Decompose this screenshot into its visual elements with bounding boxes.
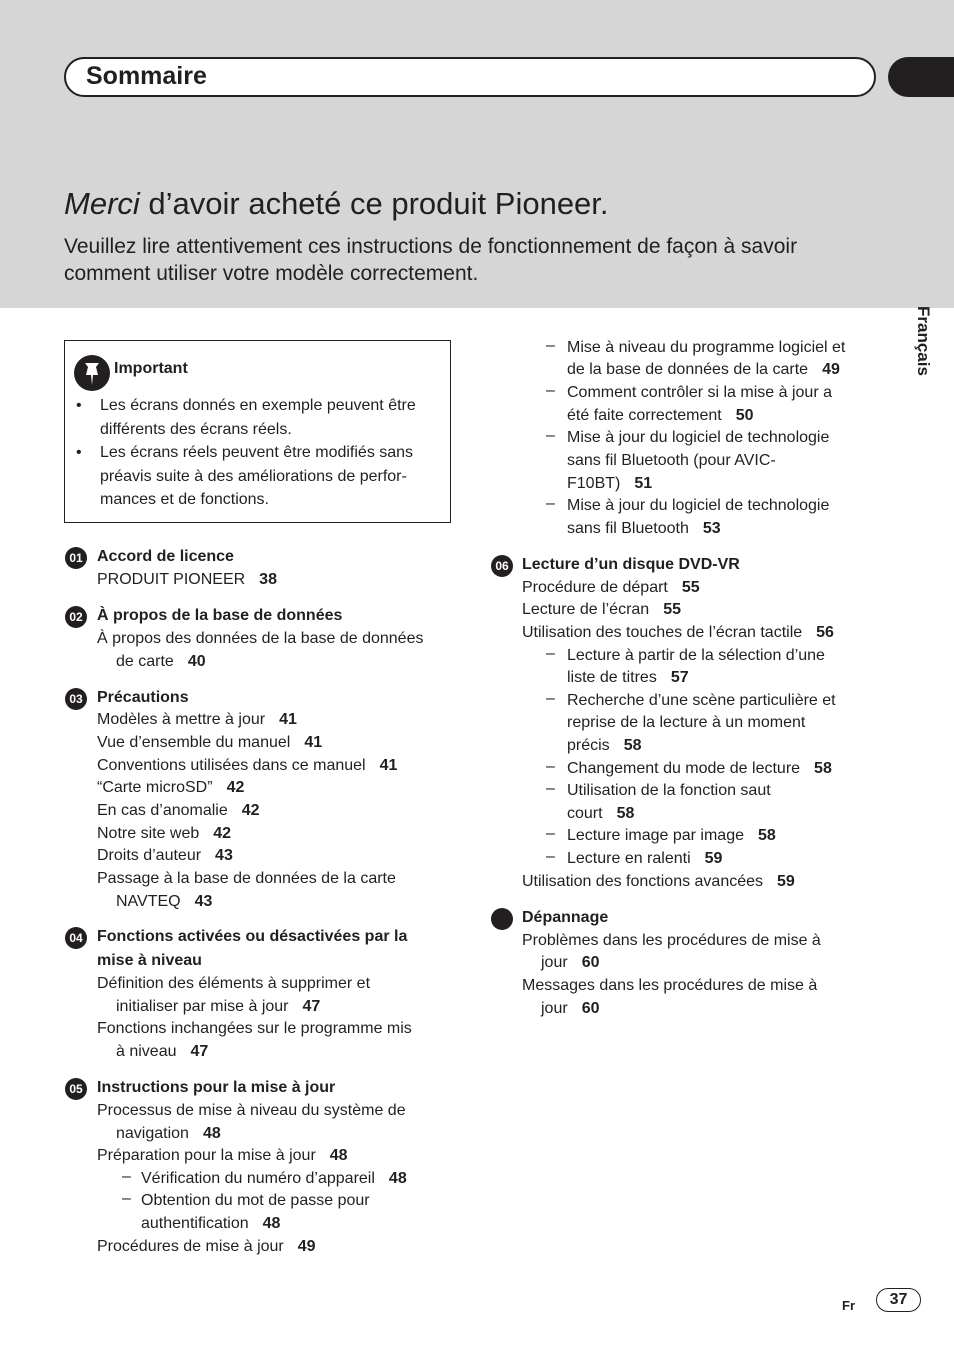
toc-entry[interactable]: “Carte microSD” 42	[97, 779, 245, 796]
section-number-badge: 04	[65, 927, 87, 949]
toc-entry[interactable]: Modèles à mettre à jour 41	[97, 711, 297, 728]
section-heading[interactable]: Accord de licence	[97, 548, 234, 565]
section-heading[interactable]: Fonctions activées ou désactivées par la	[97, 928, 408, 945]
toc-entry[interactable]: Définition des éléments à supprimer et	[97, 975, 371, 992]
section-title-pill	[64, 57, 876, 97]
toc-subentry[interactable]: Lecture image par image 58	[567, 827, 776, 844]
toc-subentry[interactable]: Lecture à partir de la sélection d’une	[567, 647, 825, 664]
dash-marker: –	[546, 848, 555, 865]
dash-marker: –	[546, 690, 555, 707]
section-number-badge: 01	[65, 547, 87, 569]
toc-subentry[interactable]: Mise à jour du logiciel de technologie	[567, 497, 830, 514]
toc-entry-cont[interactable]: navigation 48	[116, 1125, 221, 1142]
toc-subentry[interactable]: Changement du mode de lecture 58	[567, 760, 832, 777]
dash-marker: –	[546, 780, 555, 797]
section-heading[interactable]: À propos de la base de données	[97, 607, 343, 624]
section-title: Sommaire	[86, 62, 207, 90]
dash-marker: –	[122, 1168, 131, 1185]
page-heading: Merci d’avoir acheté ce produit Pioneer.	[64, 186, 609, 221]
toc-subentry-cont[interactable]: été faite correctement 50	[567, 407, 754, 424]
toc-entry[interactable]: Vue d’ensemble du manuel 41	[97, 734, 323, 751]
toc-entry[interactable]: Processus de mise à niveau du système de	[97, 1102, 406, 1119]
important-box	[64, 340, 451, 523]
toc-entry[interactable]: Problèmes dans les procédures de mise à	[522, 932, 821, 949]
section-number-badge: 02	[65, 606, 87, 628]
toc-subentry-cont[interactable]: court 58	[567, 805, 635, 822]
section-bullet-badge	[491, 908, 513, 930]
page-number: 37	[876, 1288, 921, 1312]
toc-subentry-cont[interactable]: de la base de données de la carte 49	[567, 361, 840, 378]
toc-entry[interactable]: En cas d’anomalie 42	[97, 802, 260, 819]
toc-entry-cont[interactable]: NAVTEQ 43	[116, 893, 213, 910]
section-number-badge: 06	[491, 555, 513, 577]
dash-marker: –	[546, 645, 555, 662]
dash-marker: –	[546, 427, 555, 444]
footer-lang-code: Fr	[842, 1298, 855, 1313]
pushpin-icon	[74, 355, 110, 391]
toc-entry[interactable]: Utilisation des touches de l’écran tactile 56	[522, 624, 834, 641]
toc-subentry[interactable]: Obtention du mot de passe pour	[141, 1192, 370, 1209]
toc-subentry[interactable]: Mise à jour du logiciel de technologie	[567, 429, 830, 446]
toc-entry-cont[interactable]: jour 60	[541, 1000, 600, 1017]
toc-entry[interactable]: PRODUIT PIONEER 38	[97, 571, 277, 588]
toc-subentry[interactable]: Recherche d’une scène particulière et	[567, 692, 836, 709]
toc-subentry-cont[interactable]: précis 58	[567, 737, 642, 754]
toc-subentry[interactable]: Vérification du numéro d’appareil 48	[141, 1170, 407, 1187]
toc-entry[interactable]: Utilisation des fonctions avancées 59	[522, 873, 795, 890]
section-heading[interactable]: Instructions pour la mise à jour	[97, 1079, 336, 1096]
section-heading[interactable]: Lecture d’un disque DVD-VR	[522, 556, 740, 573]
toc-entry[interactable]: Conventions utilisées dans ce manuel 41	[97, 757, 398, 774]
dash-marker: –	[546, 495, 555, 512]
toc-subentry-cont[interactable]: authentification 48	[141, 1215, 281, 1232]
toc-subentry[interactable]: Lecture en ralenti 59	[567, 850, 723, 867]
toc-subentry[interactable]: Utilisation de la fonction saut	[567, 782, 771, 799]
toc-entry[interactable]: Fonctions inchangées sur le programme mis	[97, 1020, 412, 1037]
toc-subentry[interactable]: Mise à niveau du programme logiciel et	[567, 339, 846, 356]
dash-marker: –	[546, 337, 555, 354]
dash-marker: –	[122, 1190, 131, 1207]
section-heading-cont[interactable]: mise à niveau	[97, 952, 202, 969]
toc-entry[interactable]: Passage à la base de données de la carte	[97, 870, 396, 887]
toc-entry-cont[interactable]: de carte 40	[116, 653, 206, 670]
toc-entry[interactable]: Lecture de l’écran 55	[522, 601, 681, 618]
dash-marker: –	[546, 758, 555, 775]
section-number-badge: 03	[65, 688, 87, 710]
important-title: Important	[114, 360, 188, 377]
toc-entry-cont[interactable]: initialiser par mise à jour 47	[116, 998, 321, 1015]
toc-subentry-cont[interactable]: sans fil Bluetooth (pour AVIC-	[567, 452, 776, 469]
toc-subentry-cont[interactable]: liste de titres 57	[567, 669, 689, 686]
toc-entry[interactable]: Droits d’auteur 43	[97, 847, 233, 864]
language-label: Français	[914, 306, 933, 376]
toc-entry[interactable]: Procédures de mise à jour 49	[97, 1238, 316, 1255]
toc-entry-cont[interactable]: jour 60	[541, 954, 600, 971]
dash-marker: –	[546, 825, 555, 842]
toc-entry[interactable]: Messages dans les procédures de mise à	[522, 977, 818, 994]
toc-subentry-cont[interactable]: reprise de la lecture à un moment	[567, 714, 806, 731]
important-bullet: • Les écrans donnés en exemple peuvent être différents des écrans réels.	[100, 394, 445, 441]
toc-entry[interactable]: Préparation pour la mise à jour 48	[97, 1147, 348, 1164]
section-heading[interactable]: Précautions	[97, 689, 189, 706]
toc-entry[interactable]: Procédure de départ 55	[522, 579, 700, 596]
language-tab	[888, 281, 954, 298]
intro-text: Veuillez lire attentivement ces instructions de fonctionnement de façon à savoir comment utiliser votre modèle correctement.	[64, 235, 798, 285]
toc-subentry-cont[interactable]: sans fil Bluetooth 53	[567, 520, 721, 537]
dash-marker: –	[546, 382, 555, 399]
toc-subentry-cont[interactable]: F10BT) 51	[567, 475, 653, 492]
toc-entry-cont[interactable]: à niveau 47	[116, 1043, 209, 1060]
section-heading[interactable]: Dépannage	[522, 909, 609, 926]
corner-tab	[888, 57, 954, 97]
toc-entry[interactable]: À propos des données de la base de données	[97, 630, 424, 647]
toc-entry[interactable]: Notre site web 42	[97, 825, 232, 842]
toc-subentry[interactable]: Comment contrôler si la mise à jour a	[567, 384, 832, 401]
section-number-badge: 05	[65, 1078, 87, 1100]
important-bullet: • Les écrans réels peuvent être modifiés sans préavis suite à des améliorations de perfor-mances et de fonctions.	[100, 441, 445, 512]
